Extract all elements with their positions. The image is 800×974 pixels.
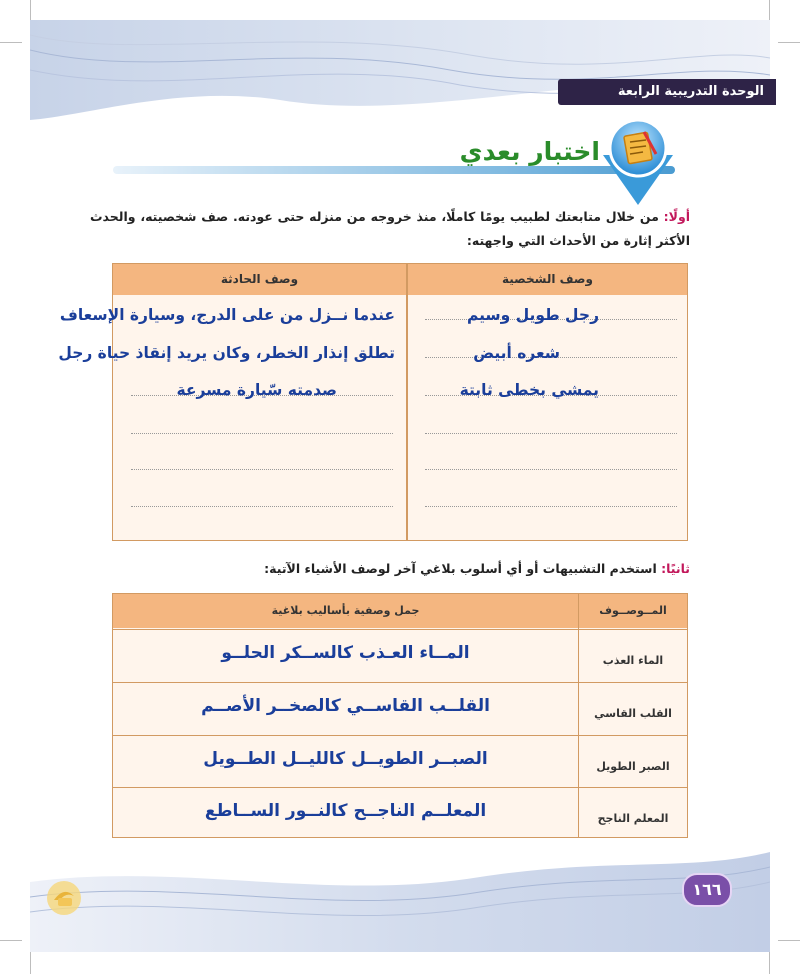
incident-line: صدمته سّيارة مسرعة xyxy=(176,381,337,399)
incident-line: تطلق إنذار الخطر، وكان يريد إنقاذ حياة رجل xyxy=(58,344,395,362)
row-label: المعلم الناجح xyxy=(597,812,669,825)
crop-mark xyxy=(769,0,770,20)
column-divider xyxy=(406,264,408,540)
row-value: القلــب القاســي كالصخــر الأصــم xyxy=(201,696,490,716)
test-emblem-icon xyxy=(588,110,688,210)
header-descriptive-sentences: جمل وصفية بأساليب بلاغية xyxy=(271,604,420,617)
header-incident: وصف الحادثة xyxy=(113,264,406,295)
crop-mark xyxy=(778,42,800,43)
dotted-line xyxy=(425,506,677,507)
dotted-line xyxy=(425,469,677,470)
character-line: شعره أبيض xyxy=(473,344,560,362)
part1-instructions xyxy=(90,205,690,253)
dotted-line xyxy=(131,469,393,470)
character-line: رجل طويل وسيم xyxy=(466,306,599,324)
row-value: الصبــر الطويــل كالليــل الطــويل xyxy=(203,749,488,769)
row-value: المعلــم الناجــح كالنــور الســاطع xyxy=(204,801,487,821)
dotted-line xyxy=(131,506,393,507)
dotted-line xyxy=(425,433,677,434)
section-title: اختبار بعدي xyxy=(459,137,600,166)
part1-text: من خلال متابعتك لطبيب يومًا كاملًا، منذ خروجه من منزله حتى عودته. صف شخصيته، والحدث الأكثر إثارة من الأحداث التي واجهته: xyxy=(90,209,690,248)
row-label: الماء العذب xyxy=(602,654,664,667)
crop-mark xyxy=(778,940,800,941)
row-label: القلب القاسي xyxy=(594,707,672,720)
part2-text: استخدم التشبيهات أو أي أسلوب بلاغي آخر لوصف الأشياء الآتية: xyxy=(264,561,657,576)
table-row xyxy=(113,629,687,682)
publisher-logo-icon xyxy=(44,878,84,918)
crop-mark xyxy=(30,952,31,974)
header-character: وصف الشخصية xyxy=(408,264,687,295)
crop-mark xyxy=(0,42,22,43)
crop-mark xyxy=(0,940,22,941)
table-row xyxy=(113,682,687,735)
part2-instructions xyxy=(90,561,690,576)
character-line: يمشي بخطى ثابتة xyxy=(459,381,599,399)
table-row xyxy=(113,787,687,840)
crop-mark xyxy=(30,0,31,20)
table-header-row xyxy=(113,594,687,628)
incident-line: عندما نــزل من على الدرج، وسيارة الإسعاف xyxy=(59,306,395,324)
row-value: المــاء العـذب كالســكر الحلــو xyxy=(221,643,470,663)
header-described: المــوصــوف xyxy=(599,604,667,617)
dotted-line xyxy=(131,433,393,434)
page-number: ١٦٦ xyxy=(682,873,732,907)
unit-title-tab: الوحدة التدريبية الرابعة xyxy=(558,79,776,105)
figures-of-speech-table xyxy=(112,593,688,838)
table-row xyxy=(113,735,687,788)
character-incident-table xyxy=(58,263,688,541)
part2-lead: ثانيًا: xyxy=(661,561,690,576)
row-label: الصبر الطويل xyxy=(596,760,670,773)
crop-mark xyxy=(769,952,770,974)
bottom-wave-decoration xyxy=(30,842,770,952)
part1-lead: أولًا: xyxy=(663,209,691,224)
